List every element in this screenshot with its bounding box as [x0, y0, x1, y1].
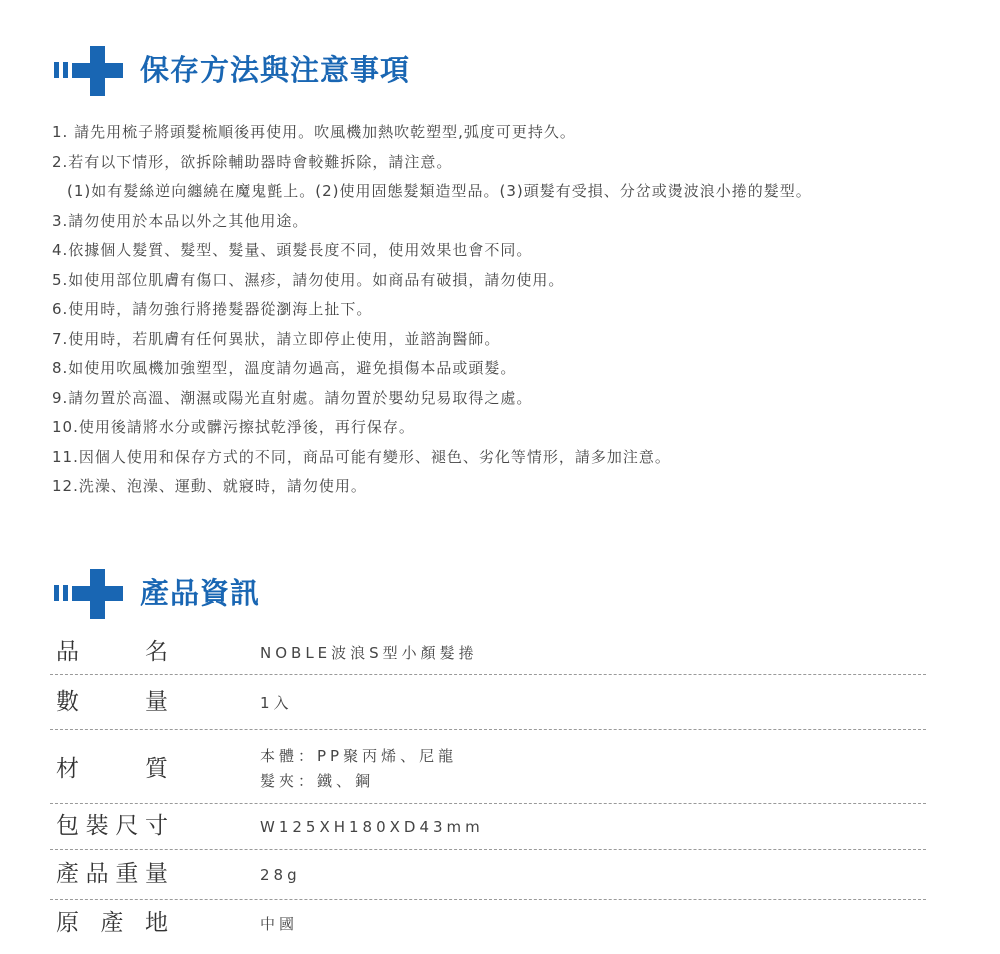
spec-value: NOBLE波浪S型小顏髮捲	[260, 644, 478, 662]
section-title-care: 保存方法與注意事項	[140, 52, 411, 87]
note-item: 8.如使用吹風機加強塑型，溫度請勿過高，避免損傷本品或頭髮。	[52, 359, 517, 377]
note-item-sub: (1)如有髮絲逆向纏繞在魔鬼氈上。(2)使用固態髮類造型品。(3)頭髮有受損、分岔或燙波浪小捲的髮型。	[67, 182, 812, 200]
section-header-care	[48, 40, 410, 96]
note-item: 6.使用時，請勿強行將捲髮器從瀏海上扯下。	[52, 300, 373, 318]
spec-value: W125XH180XD43mm	[260, 818, 484, 836]
spec-row-quantity	[50, 675, 926, 730]
blue-plus-mark-icon	[48, 563, 128, 619]
spec-row-weight	[50, 850, 926, 900]
spec-label: 品 名	[56, 639, 168, 665]
spec-value: 28g	[260, 866, 301, 884]
spec-label: 數 量	[56, 689, 168, 715]
note-item: 3.請勿使用於本品以外之其他用途。	[52, 211, 309, 230]
note-item: 11.因個人使用和保存方式的不同，商品可能有變形、褪色、劣化等情形，請多加注意。	[52, 447, 671, 466]
spec-label: 原 產 地	[56, 910, 168, 936]
spec-label: 包 裝 尺 寸	[56, 813, 168, 839]
note-item: 10.使用後請將水分或髒污擦拭乾淨後，再行保存。	[52, 418, 415, 436]
note-item: 12.洗澡、泡澡、運動、就寢時，請勿使用。	[52, 477, 367, 495]
note-item: 7.使用時，若肌膚有任何異狀，請立即停止使用，並諮詢醫師。	[52, 329, 501, 348]
spec-value: 1入	[260, 694, 293, 712]
spec-value: 中國	[260, 915, 299, 933]
note-item: 4.依據個人髮質、髮型、髮量、頭髮長度不同，使用效果也會不同。	[52, 241, 533, 259]
spec-row-size	[50, 804, 926, 850]
spec-row-material	[50, 730, 926, 804]
note-item: 2.若有以下情形，欲拆除輔助器時會較難拆除，請注意。	[52, 152, 453, 171]
note-item: 5.如使用部位肌膚有傷口、濕疹，請勿使用。如商品有破損，請勿使用。	[52, 270, 565, 289]
spec-label: 材 質	[56, 756, 168, 782]
spec-row-name	[50, 630, 926, 675]
product-spec-table	[50, 630, 926, 950]
spec-value: 本體：PP聚丙烯、尼龍 髮夾：鐵、鋼	[260, 747, 458, 790]
note-item: 1. 請先用梳子將頭髮梳順後再使用。吹風機加熱吹乾塑型,弧度可更持久。	[52, 123, 576, 141]
note-item: 9.請勿置於高溫、潮濕或陽光直射處。請勿置於嬰幼兒易取得之處。	[52, 388, 533, 407]
spec-label: 產 品 重 量	[56, 861, 168, 887]
section-title-info: 產品資訊	[140, 575, 261, 610]
section-header-info	[48, 563, 260, 619]
blue-plus-mark-icon	[48, 40, 128, 96]
spec-row-origin	[50, 900, 926, 950]
care-notes-list	[52, 118, 972, 502]
